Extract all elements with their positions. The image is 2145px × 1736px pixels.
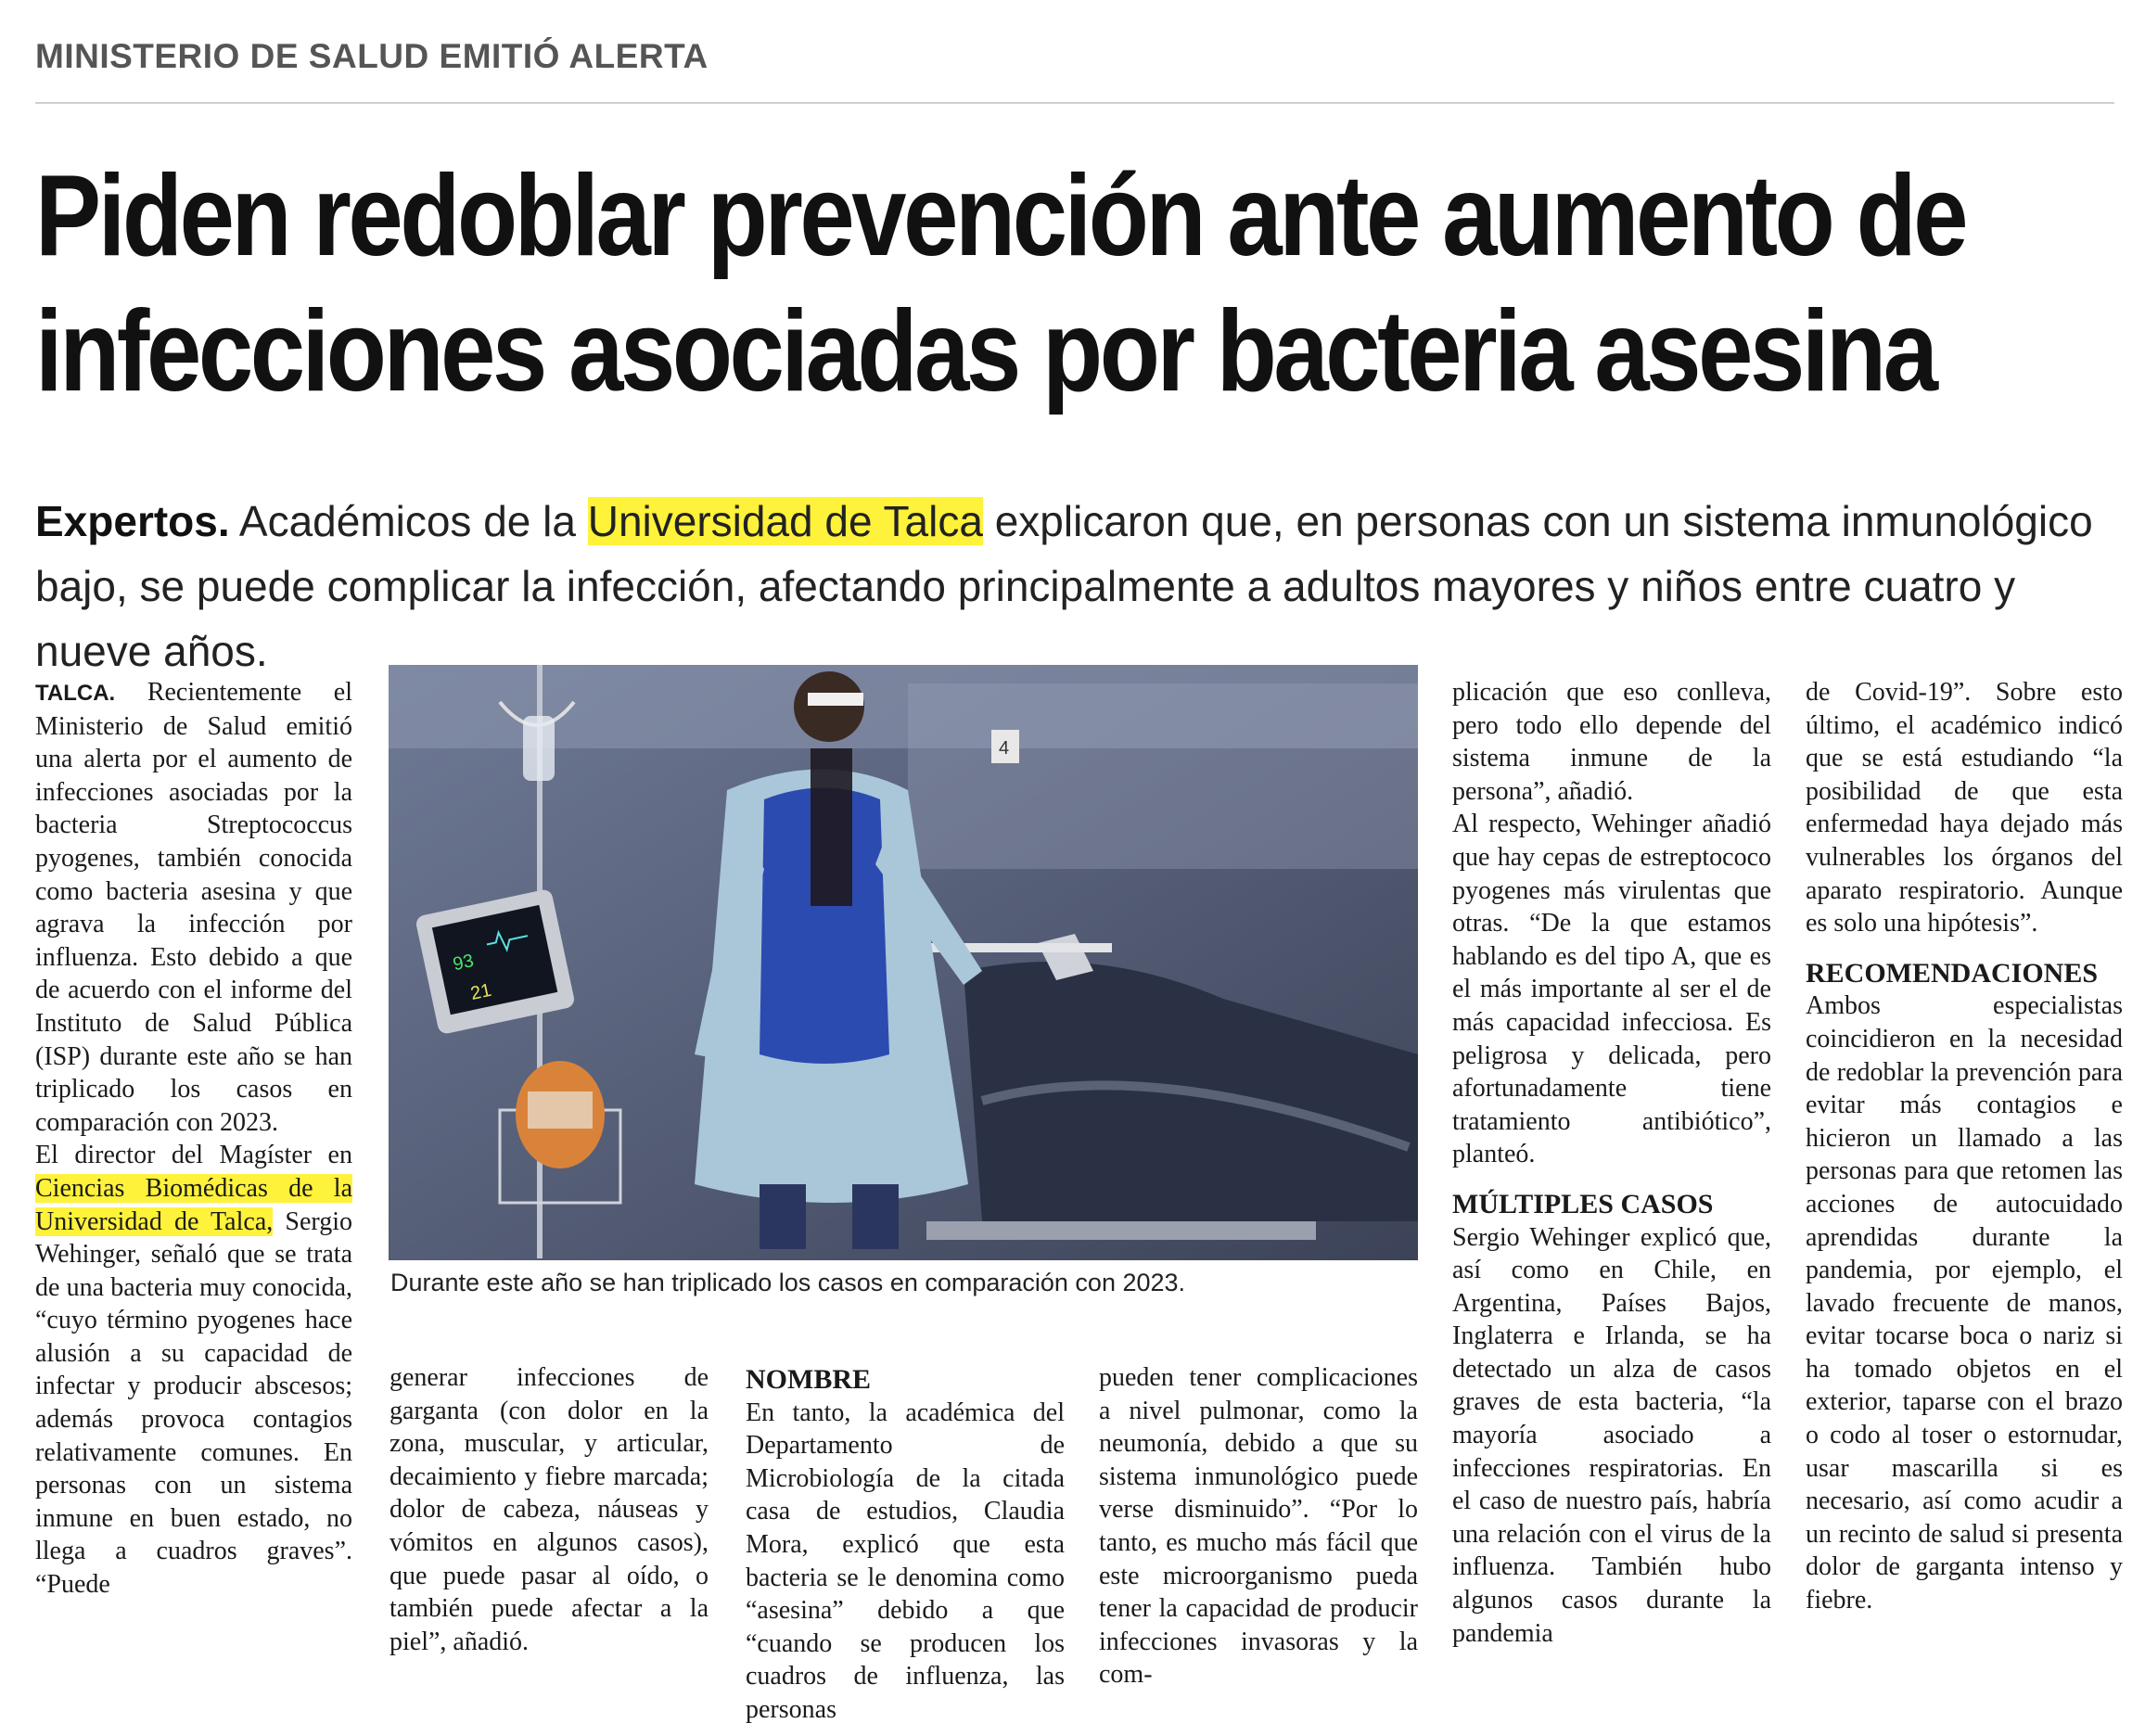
article-column-4 (1099, 1361, 1418, 1691)
article-photo (389, 665, 1418, 1260)
col3-paragraph: En tanto, la académica del Departamento de Microbiología de la citada casa de estudios, Claudia Mora, explicó que esta bacteria se le denomina como “asesina” debido a que “cuando se producen los cuadros de influenza, las personas (746, 1398, 1065, 1724)
photo-caption: Durante este año se han triplicado los casos en comparación con 2023. (390, 1269, 1186, 1296)
deck-highlight: Universidad de Talca (587, 497, 983, 545)
subhead-multiples-casos: MÚLTIPLES CASOS (1452, 1188, 1714, 1219)
col5-paragraph-1: plicación que eso conlleva, pero todo ello depende del sistema inmune de la persona”, añadió. (1452, 678, 1771, 806)
article-column-1 (35, 676, 352, 1602)
deck-lead: Expertos. (35, 497, 230, 545)
col2-paragraph: generar infecciones de garganta (con dolor en la zona, muscular, y articular, decaimiento y fiebre marcada; dolor de cabeza, náuseas y vómitos en algunos casos), que puede pasar al oído, o también puede afectar a la piel”, añadió. (389, 1363, 709, 1656)
deck-text-after: explicaron que, en personas con un sistema inmunológico bajo, se puede complicar la infección, afectando principalmente a adultos mayores y niños entre cuatro y nueve años. (35, 497, 2093, 675)
article-column-2 (389, 1361, 709, 1658)
col1-paragraph-1: Recientemente el Ministerio de Salud emitió una alerta por el aumento de infecciones asociadas por la bacteria Streptococcus pyogenes, también conocida como bacteria asesina y que agrava la infección por influenza. Esto debido a que de acuerdo con el informe del Instituto de Salud Pública (ISP) durante este año se han triplicado los casos en comparación con 2023. (35, 678, 352, 1137)
dateline: TALCA. (35, 681, 116, 706)
deck-text-before: Académicos de la (229, 497, 588, 545)
header-divider (35, 102, 2114, 104)
hospital-scene-illustration (389, 665, 1418, 1260)
nurse-head (794, 671, 864, 742)
headline-line-1: Piden redoblar prevención ante aumento de (35, 152, 1966, 280)
col5-paragraph-3: Sergio Wehinger explicó que, así como en Chile, en Argentina, Países Bajos, Inglaterra e Irlanda, se ha detectado un alza de casos graves de esta bacteria, “la mayoría asociado a infecciones respiratorias. En el caso de nuestro país, habría una relación con el virus de la influenza. También hubo algunos casos durante la pandemia (1452, 1222, 1771, 1648)
subhead-nombre: NOMBRE (746, 1364, 871, 1395)
article-column-6 (1806, 676, 2123, 1617)
col6-paragraph-2: Ambos especialistas coincidieron en la necesidad de redoblar la prevención para evitar más contagios e hicieron un llamado a las personas para que retomen las acciones de autocuidado aprendidas durante la pandemia, por ejemplo, el lavado frecuente de manos, evitar tocarse boca o nariz si ha tomado objetos en el exterior, taparse con el brazo o codo al toser o estornudar, usar mascarilla si es necesario, así como acudir a un recinto de salud si presenta dolor de garganta intenso y fiebre. (1806, 991, 2123, 1615)
monitor-reading-1: 93 (451, 951, 476, 976)
section-kicker: MINISTERIO DE SALUD EMITIÓ ALERTA (35, 37, 709, 75)
col1-paragraph-2-end: Sergio Wehinger, señaló que se trata de una bacteria muy conocida, “cuyo término pyogenes hace alusión a su capacidad de infectar y producir abscesos; además provoca contagios relativamente comunes. En personas con un sistema inmune en buen estado, no llega a cuadros graves”. “Puede (35, 1206, 352, 1600)
headline-line-2: infecciones asociadas por bacteria asesina (35, 287, 1935, 415)
article-column-3 (746, 1363, 1065, 1727)
col5-paragraph-2: Al respecto, Wehinger añadió que hay cepas de estreptococo pyogenes más virulentas que otras. “De la que estamos hablando es del tipo A, que es el más importante al ser el de más capacidad infecciosa. Es peligrosa y delicada, pero afortunadamente tiene tratamiento antibiótico”, planteó. (1452, 810, 1771, 1169)
col1-highlight: Ciencias Biomédicas de la Universidad de Talca, (35, 1173, 352, 1236)
article-column-5 (1452, 676, 1771, 1650)
headline (35, 148, 1966, 419)
col4-paragraph: pueden tener complicaciones a nivel pulmonar, como la neumonía, debido a que su sistema inmunológico puede verse disminuido”. “Por lo tanto, es mucho más fácil que este microorganismo pueda tener la capacidad de producir infecciones invasoras y la com- (1099, 1363, 1418, 1690)
deck-summary (35, 489, 2122, 683)
monitor-reading-2: 21 (468, 979, 493, 1004)
subhead-recomendaciones: RECOMENDACIONES (1806, 957, 2099, 989)
col1-paragraph-2-start: El director del Magíster en (35, 1141, 352, 1170)
bed-number-label: 4 (999, 738, 1010, 759)
col6-paragraph-1: de Covid-19”. Sobre esto último, el académico indicó que se está estudiando “la posibilidad de que esta enfermedad haya dejado más vulnerables los órganos del aparato respiratorio. Aunque es solo una hipótesis”. (1806, 678, 2123, 938)
